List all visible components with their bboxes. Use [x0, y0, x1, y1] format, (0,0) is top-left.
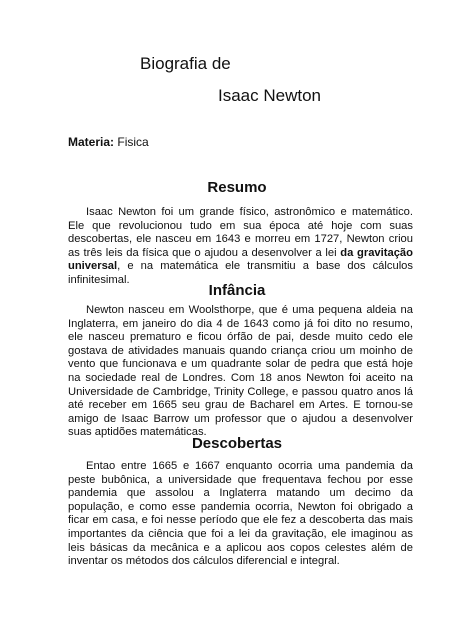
- section-paragraph-descobertas: Entao entre 1665 e 1667 enquanto ocorria uma pandemia da peste bubônica, a universidade que frequentava fechou por esse pandemia que assolou a Inglaterra matando um decimo da população, e como esse pandemia ocorria, Newton foi obrigado a ficar em casa, e foi nesse período que ele fez a descoberta das mais importantes da ciência que foi a lei da gravitação, ele imaginou as leis básicas da mecânica e a aplicou aos copos celestes além de inventar os métodos dos cálculos diferencial e integral.: [68, 460, 413, 568]
- resumo-text-part1: Isaac Newton foi um grande físico, astronômico e matemático. Ele que revolucionou tudo em sua época até hoje com suas descobertas, ele nasceu em 1643 e morreu em 1727, Newton criou as três leis da física que o ajudou a desenvolver a lei: [68, 206, 413, 259]
- resumo-bold-text: da gravitação universal: [68, 246, 413, 273]
- materia-label: Materia:: [68, 135, 115, 149]
- document-title-line1: Biografia de: [140, 54, 231, 73]
- section-paragraph-infancia: Newton nasceu em Woolsthorpe, que é uma pequena aldeia na Inglaterra, em janeiro do dia 4 de 1643 como já foi dito no resumo, ele nasceu prematuro e ficou órfão de pai, desde muito cedo ele gostava de atividades manuais quando criança criou um moinho de vento que funcionava e um quadrante solar de pedra que está hoje na sociedade real de Londres. Com 18 anos Newton foi aceito na Universidade de Cambridge, Trinity College, e passou quatro anos lá até receber em 1665 seu grau de Bacharel em Artes. E tornou-se amigo de Isaac Barrow um professor que o ajudou a desenvolver suas aptidões matemáticas.: [68, 304, 413, 439]
- resumo-text-part2: , e na matemática ele transmitiu a base dos cálculos infinitesimal.: [68, 260, 413, 286]
- materia-line: [68, 134, 149, 150]
- section-paragraph-resumo: [68, 206, 413, 288]
- materia-value: Fisica: [117, 135, 149, 149]
- section-heading-resumo: Resumo: [207, 179, 267, 196]
- section-heading-descobertas: Descobertas: [191, 435, 283, 452]
- document-title-line2: Isaac Newton: [218, 86, 321, 105]
- section-heading-infancia: Infância: [208, 282, 266, 299]
